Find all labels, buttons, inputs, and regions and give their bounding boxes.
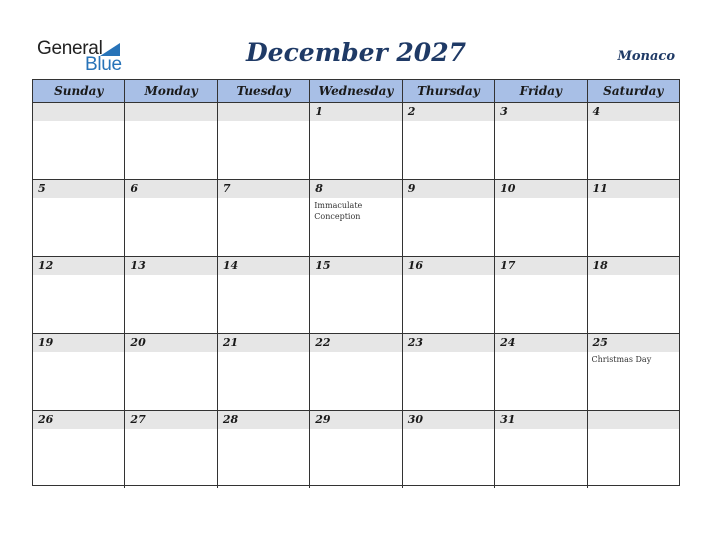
day-cell xyxy=(33,257,125,333)
day-number-band xyxy=(588,411,679,429)
day-number: 25 xyxy=(592,336,608,349)
day-number: 14 xyxy=(222,259,239,272)
day-number-band xyxy=(588,103,679,121)
day-number: 9 xyxy=(407,182,416,195)
day-cell xyxy=(495,103,587,179)
day-cell xyxy=(218,411,310,488)
day-number: 18 xyxy=(592,259,608,272)
day-cell xyxy=(310,411,402,488)
week-row xyxy=(33,257,679,334)
weekday-header: Thursday xyxy=(403,80,495,102)
weekday-header: Tuesday xyxy=(218,80,310,102)
day-cell xyxy=(495,411,587,488)
day-number: 28 xyxy=(222,413,239,426)
day-cell xyxy=(588,411,679,488)
day-number-band xyxy=(125,180,216,198)
week-row xyxy=(33,334,679,411)
day-cell xyxy=(495,257,587,333)
day-number: 2 xyxy=(407,105,416,118)
weekday-header: Wednesday xyxy=(310,80,402,102)
day-number: 7 xyxy=(222,182,231,195)
day-cell xyxy=(125,180,217,256)
day-number: 23 xyxy=(407,336,423,349)
day-cell xyxy=(218,103,310,179)
day-number-band xyxy=(310,180,401,198)
day-number-band xyxy=(218,103,309,121)
day-number-band xyxy=(33,103,124,121)
day-cell xyxy=(125,411,217,488)
logo-text-general: General xyxy=(37,38,103,59)
day-cell xyxy=(588,180,679,256)
day-cell xyxy=(33,180,125,256)
day-number: 1 xyxy=(315,105,323,118)
day-cell xyxy=(495,180,587,256)
day-number: 26 xyxy=(38,413,54,426)
day-number: 6 xyxy=(130,182,139,195)
holiday-label: Christmas Day xyxy=(591,355,652,364)
day-number: 16 xyxy=(407,259,423,272)
holiday-label: Immaculate Conception xyxy=(314,201,363,221)
day-number: 13 xyxy=(130,259,146,272)
day-number: 20 xyxy=(130,336,146,349)
day-number: 4 xyxy=(592,105,601,118)
day-cell xyxy=(403,257,495,333)
day-number: 3 xyxy=(500,105,508,118)
day-cell xyxy=(33,411,125,488)
logo-text-blue: Blue xyxy=(85,54,122,75)
day-number: 17 xyxy=(500,259,516,272)
weekday-header: Monday xyxy=(125,80,217,102)
day-number: 10 xyxy=(500,182,516,195)
calendar-grid xyxy=(32,79,680,486)
day-number: 19 xyxy=(38,336,54,349)
calendar-title: December 2027 xyxy=(245,38,466,67)
day-cell xyxy=(588,334,679,410)
day-cell xyxy=(218,257,310,333)
week-row xyxy=(33,103,679,180)
day-cell xyxy=(588,103,679,179)
day-number: 30 xyxy=(407,413,423,426)
day-cell xyxy=(310,180,402,256)
day-number: 12 xyxy=(38,259,54,272)
week-row xyxy=(33,180,679,257)
day-number-band xyxy=(403,103,494,121)
day-number: 8 xyxy=(315,182,323,195)
weekday-header: Sunday xyxy=(33,80,125,102)
country-label: Monaco xyxy=(617,49,675,64)
day-number-band xyxy=(33,180,124,198)
day-cell xyxy=(218,334,310,410)
day-number: 15 xyxy=(315,259,331,272)
weekday-header: Saturday xyxy=(603,84,664,98)
day-number: 5 xyxy=(38,182,46,195)
day-cell xyxy=(33,103,125,179)
day-cell xyxy=(403,103,495,179)
day-number-band xyxy=(403,180,494,198)
day-cell xyxy=(495,334,587,410)
day-cell xyxy=(218,180,310,256)
day-number-band xyxy=(310,103,401,121)
day-number: 27 xyxy=(130,413,146,426)
day-cell xyxy=(403,334,495,410)
day-cell xyxy=(310,257,402,333)
day-number: 21 xyxy=(222,336,239,349)
day-number: 11 xyxy=(592,182,608,195)
day-cell xyxy=(125,257,217,333)
day-cell xyxy=(310,334,402,410)
day-number: 24 xyxy=(500,336,516,349)
day-number: 29 xyxy=(315,413,331,426)
day-cell xyxy=(125,334,217,410)
day-cell xyxy=(310,103,402,179)
day-cell xyxy=(588,257,679,333)
day-cell xyxy=(403,180,495,256)
day-cell xyxy=(33,334,125,410)
week-row xyxy=(33,411,679,488)
weekday-header: Friday xyxy=(495,80,587,102)
day-cell xyxy=(125,103,217,179)
day-number-band xyxy=(125,103,216,121)
weekday-header-row xyxy=(33,80,679,103)
day-number-band xyxy=(495,103,586,121)
day-cell xyxy=(403,411,495,488)
day-number: 22 xyxy=(315,336,331,349)
day-number: 31 xyxy=(500,413,516,426)
day-number-band xyxy=(218,180,309,198)
